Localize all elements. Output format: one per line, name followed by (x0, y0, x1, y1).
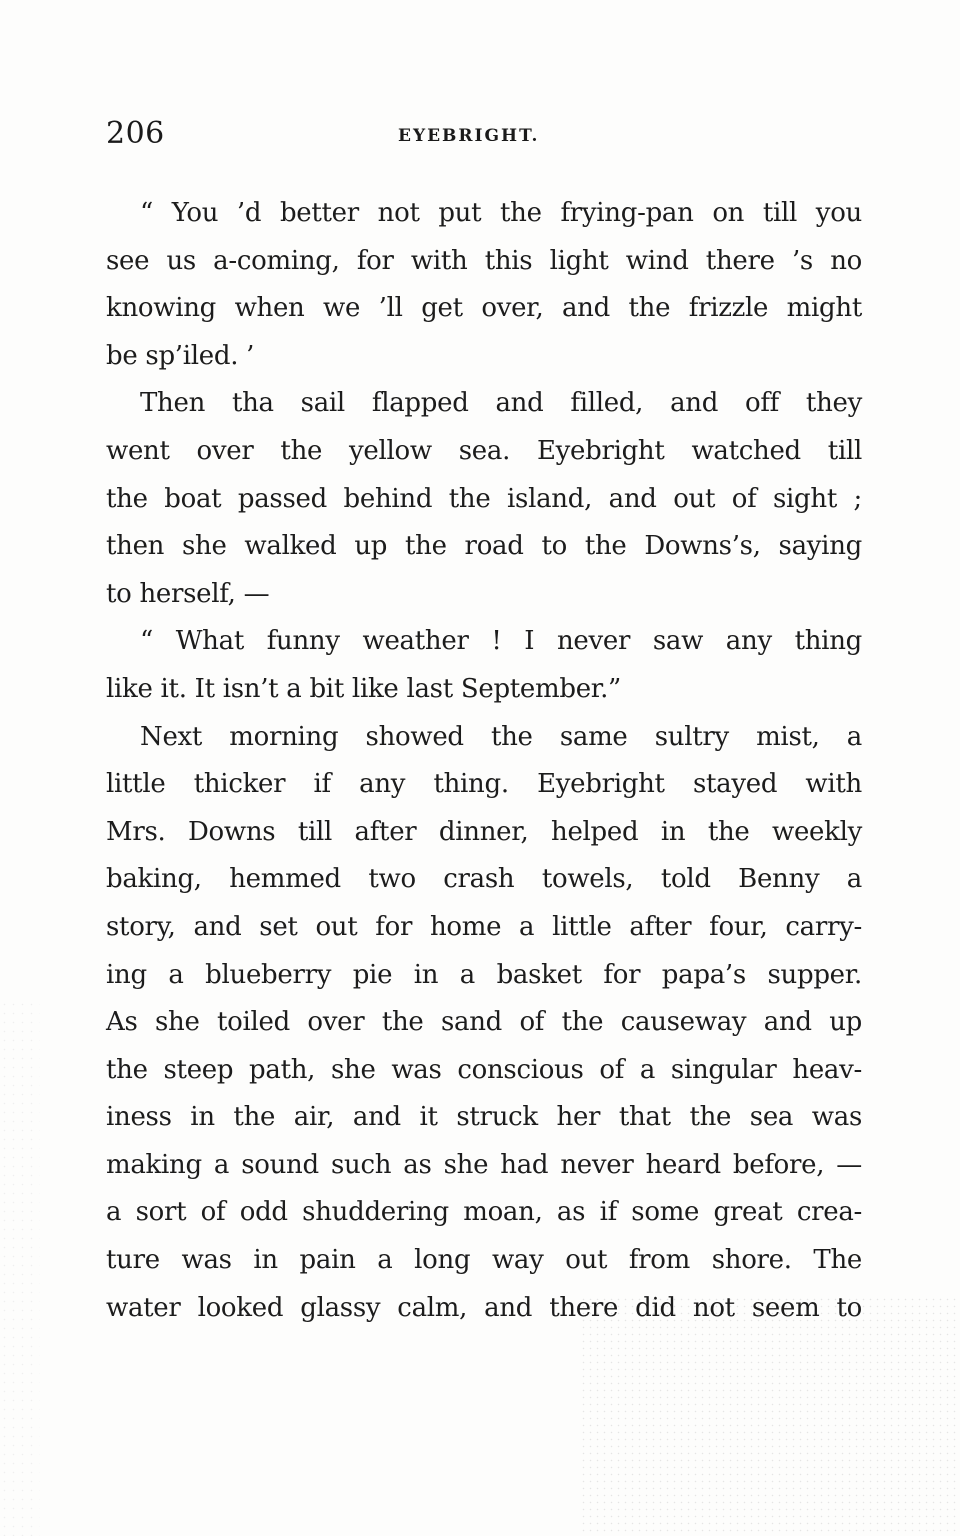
text-line: be sp’iled. ’ (106, 340, 255, 371)
text-line: to herself, — (106, 578, 270, 609)
text-line: Mrs. Downs till after dinner, helped in the weekly (106, 816, 862, 847)
running-head: EYEBRIGHT. (398, 126, 540, 146)
text-line: then she walked up the road to the Downs’s, saying (106, 531, 862, 562)
body-text (106, 190, 862, 1332)
text-line: baking, hemmed two crash towels, told Benny a (106, 864, 862, 895)
text-line: see us a-coming, for with this light wind there ’s no (106, 245, 862, 276)
paper-texture-left (0, 1000, 40, 1536)
text-line: “ What funny weather ! I never saw any thing (140, 626, 862, 657)
text-line: ing a blueberry pie in a basket for papa’s supper. (106, 959, 862, 990)
text-line: the boat passed behind the island, and out of sight ; (106, 483, 862, 514)
text-line: a sort of odd shuddering moan, as if some great crea- (106, 1197, 862, 1228)
text-line: As she toiled over the sand of the causeway and up (106, 1007, 862, 1038)
text-line: the steep path, she was conscious of a singular heav- (106, 1054, 862, 1085)
text-line: story, and set out for home a little after four, carry- (106, 911, 862, 942)
text-line: ture was in pain a long way out from shore. The (106, 1245, 862, 1276)
text-line: Next morning showed the same sultry mist, a (140, 721, 862, 752)
text-line: knowing when we ’ll get over, and the frizzle might (106, 293, 862, 324)
page-header (106, 112, 862, 156)
text-line: Then tha sail flapped and filled, and off they (140, 388, 862, 419)
text-line: making a sound such as she had never heard before, — (106, 1149, 862, 1180)
text-line: iness in the air, and it struck her that the sea was (106, 1102, 862, 1133)
text-line: “ You ’d better not put the frying-pan on till you (140, 198, 862, 228)
text-line: little thicker if any thing. Eyebright stayed with (106, 769, 862, 800)
text-line: went over the yellow sea. Eyebright watched till (106, 435, 862, 466)
page-number: 206 (106, 116, 165, 151)
text-line: water looked glassy calm, and there did not seem to (106, 1292, 862, 1323)
text-line: like it. It isn’t a bit like last September.” (106, 673, 622, 704)
